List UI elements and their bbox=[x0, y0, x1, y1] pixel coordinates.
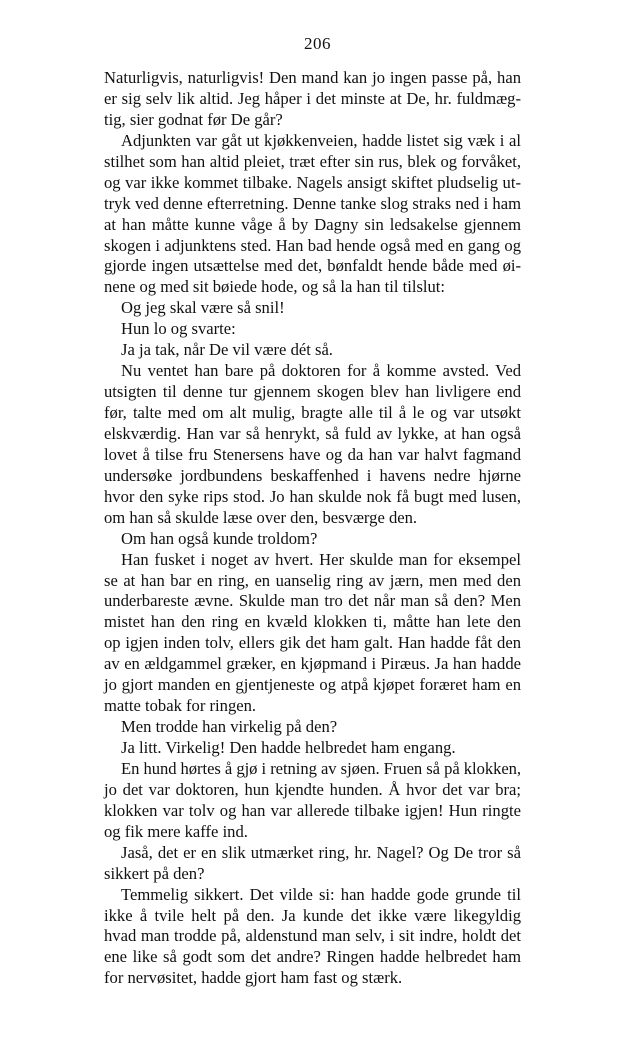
text-line: Han fusket i noget av hvert. Her skulde man for eksempel bbox=[121, 549, 521, 569]
text-line: tig, sier godnat før De går? bbox=[104, 109, 283, 129]
text-line: utsigten til denne tur gjennem skogen blev han livligere end bbox=[104, 382, 521, 402]
text-line: elskværdig. Han var så henrykt, så fuld av lykke, at han også bbox=[104, 423, 521, 443]
text-line: Naturligvis, naturligvis! Den mand kan jo ingen passe på, han bbox=[104, 68, 521, 87]
text-line: før, talte med om alt mulig, bragte alle til å le og var utsøkt bbox=[104, 403, 521, 422]
text-line: ikke å tvile helt på den. Ja kunde det ikke være likegyldig bbox=[104, 905, 521, 925]
text-line: ene like så godt som det andre? Ringen hadde helbredet ham bbox=[104, 947, 521, 967]
text-line: Og jeg skal være så snil! bbox=[121, 298, 285, 318]
text-line: Om han også kunde troldom? bbox=[121, 528, 318, 548]
text-line: sikkert på den? bbox=[104, 863, 205, 883]
text-line: Hun lo og svarte: bbox=[121, 319, 236, 339]
text-line: matte tobak for ringen. bbox=[104, 696, 257, 716]
text-line: for nervøsitet, hadde gjort ham fast og stærk. bbox=[104, 968, 403, 988]
text-line: Ja litt. Virkelig! Den hadde helbredet ham engang. bbox=[121, 738, 456, 757]
text-line: mistet han den ring en kvæld klokken ti, måtte han lete den bbox=[104, 612, 521, 632]
text-line: klokken var tolv og han var allerede tilbake igjen! Hun ringte bbox=[104, 800, 521, 820]
text-line: skogen i adjunktens sted. Han bad hende også med en gang og bbox=[104, 235, 521, 255]
text-line: jo gjort manden en gjentjeneste og atpå kjøpet foræret ham en bbox=[104, 675, 521, 695]
text-line: gjorde ingen utsættelse med det, bønfaldt hende både med øi- bbox=[104, 256, 521, 276]
text-line: og var ikke kommet tilbake. Nagels ansigt skiftet pludselig ut- bbox=[104, 172, 521, 192]
text-line: undersøke jordbundens beskaffenhed i havens nedre hjørne bbox=[104, 465, 521, 485]
text-line: stilhet som han altid pleiet, træt efter sin rus, blek og forvåket, bbox=[104, 151, 521, 171]
text-line: En hund hørtes å gjø i retning av sjøen. Fruen så på klokken, bbox=[121, 758, 521, 778]
text-line: nene og med sit bøiede hode, og så la han til tilslut: bbox=[104, 277, 446, 297]
text-line: Men trodde han virkelig på den? bbox=[121, 717, 338, 737]
text-line: underbareste ævne. Skulde man tro det når man så den? Men bbox=[104, 591, 521, 611]
text-line: at han måtte kunne våge å by Dagny sin ledsakelse gjennem bbox=[104, 214, 521, 234]
text-line: hvor den syke rips stod. Jo han skulde nok få bugt med lusen, bbox=[104, 486, 521, 506]
text-line: om han så skulde læse over den, besværge den. bbox=[104, 507, 418, 527]
text-line: Temmelig sikkert. Det vilde si: han hadde gode grunde til bbox=[121, 884, 521, 904]
text-line: se at han bar en ring, en uanselig ring av jærn, men med den bbox=[104, 570, 521, 590]
text-line: tryk ved denne efterretning. Denne tanke slog straks ned i ham bbox=[104, 193, 521, 213]
text-line: jo det var doktoren, hun kjendte hunden. Å hvor det var bra; bbox=[104, 779, 521, 799]
body-text bbox=[104, 68, 521, 989]
text-line: lovet å tilse fru Stenersens have og da han var halvt fagmand bbox=[104, 444, 521, 464]
text-line: op igjen inden tolv, ellers gik det ham galt. Han hadde fåt den bbox=[104, 633, 521, 653]
text-line: Adjunkten var gåt ut kjøkkenveien, hadde listet sig væk i al bbox=[121, 130, 521, 150]
text-line: Nu ventet han bare på doktoren for å komme avsted. Ved bbox=[121, 361, 521, 381]
text-line: og fik mere kaffe ind. bbox=[104, 821, 248, 841]
text-line: av en ældgammel græker, en kjøpmand i Piræus. Ja han hadde bbox=[104, 654, 521, 674]
text-line: Ja ja tak, når De vil være dét så. bbox=[121, 340, 333, 360]
text-line: hvad man trodde på, aldenstund man selv, i sit indre, holdt det bbox=[104, 926, 521, 946]
text-line: er sig selv lik altid. Jeg håper i det minste at De, hr. fuldmæg- bbox=[104, 88, 521, 108]
page-number: 206 bbox=[304, 34, 331, 53]
text-line: Jaså, det er en slik utmærket ring, hr. Nagel? Og De tror så bbox=[121, 842, 521, 862]
